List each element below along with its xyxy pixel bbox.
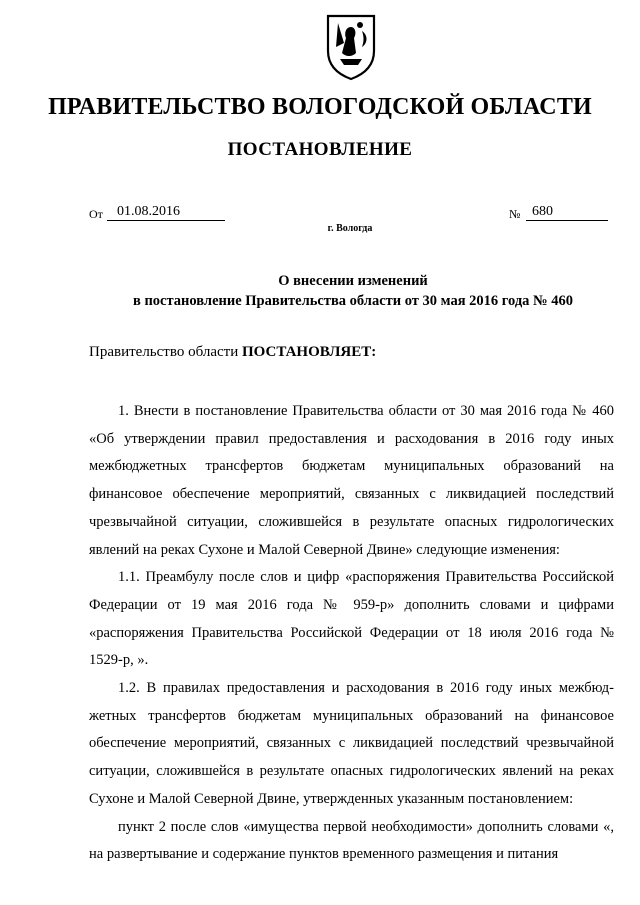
document-type-title: ПОСТАНОВЛЕНИЕ [227,139,413,160]
document-subject [0,271,640,311]
document-date: 01.08.2016 [107,203,225,221]
subject-line-1: О внесении изменений [278,273,428,289]
paragraph-point-2: пункт 2 после слов «имущества первой необходимости» дополнить словами «, на развертывание и содержание пунктов временного размещения и питания [89,818,614,863]
number-prefix: № [509,207,521,221]
subject-line-2: в постановление Правительства области от 30 мая 2016 года № 460 [133,293,573,309]
preamble-emphasis: ПОСТАНОВЛЯЕТ: [241,344,377,360]
paragraph-1-1: 1.1. Преамбулу после слов и цифр «распоряжения Правительства Российской Федерации от 19 мая 2016 года № 959-р» дополнить словами и цифрами «распоряжения Правительства Российской Федерации от 18 июля 2016 года № 1529-р, ». [89,569,614,669]
government-title: ПРАВИТЕЛЬСТВО ВОЛОГОДСКОЙ ОБЛАСТИ [48,94,592,120]
preamble [89,344,376,361]
document-body [89,398,614,869]
issue-city: г. Вологда [327,223,373,234]
paragraph-1-2: 1.2. В правилах предоставления и расходования в 2016 году иных межбюджетных трансфертов бюджетам муниципальных образований на финансовое обеспечение мероприятий, связанных с ликвидацией последствий чрезвычайной ситуации, сложившейся в результате опасных гидрологических явлений на реках Сухоне и Малой Северной Двине, утвержденных указанным постановлением: [89,680,614,807]
preamble-text: Правительство области [89,344,242,360]
coat-of-arms-emblem [324,13,378,81]
paragraph-1: 1. Внести в постановление Правительства области от 30 мая 2016 года № 460 «Об утверждении правил предоставления и расходования в 2016 году иных межбюджетных трансфертов бюджетам муниципальных образований на финансовое обеспечение мероприятий, связанных с ликвидацией последствий чрезвычайной ситуации, сложившейся в результате опасных гидрологических явлений на реках Сухоне и Малой Северной Двине» следующие изменения: [89,403,614,558]
document-number: 680 [526,203,608,221]
date-prefix: От [89,207,103,221]
